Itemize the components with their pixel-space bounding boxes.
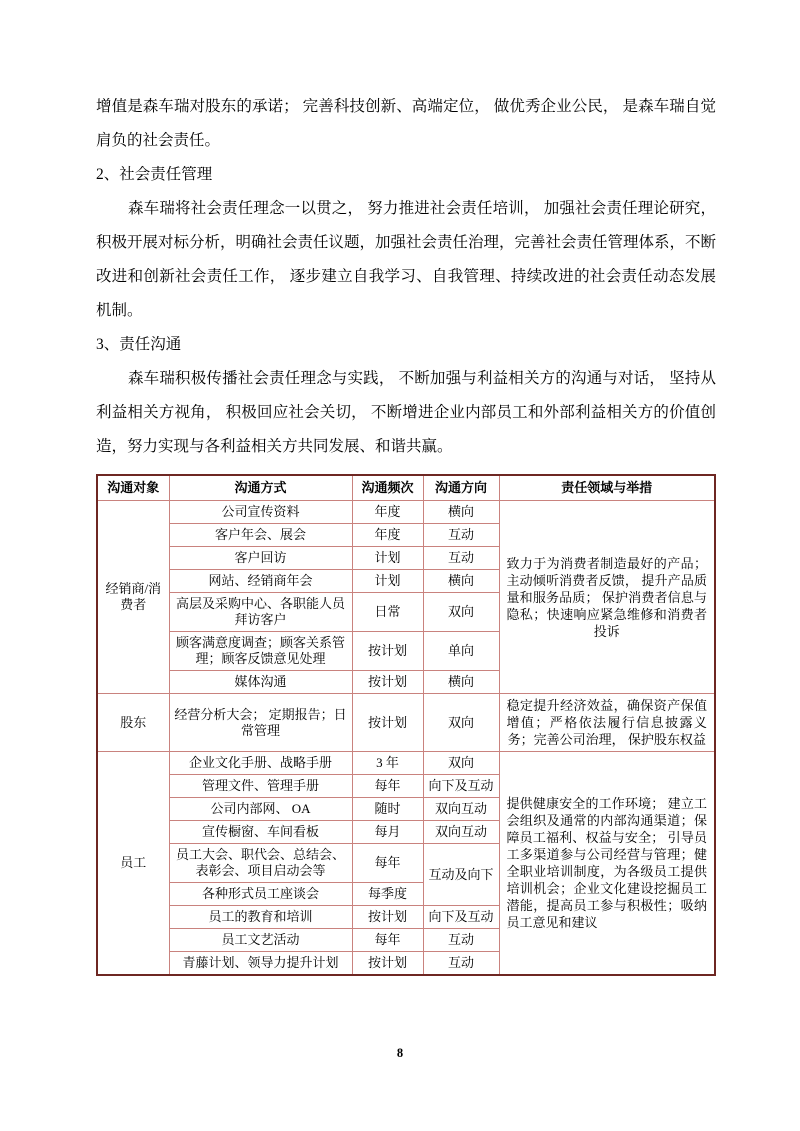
paragraph-csr-management: 森车瑞将社会责任理念一以贯之， 努力推进社会责任培训， 加强社会责任理论研究，积极开展对标分析，明确社会责任议题，加强社会责任治理，完善社会责任管理体系，不断改进和创新社会责任工作， 逐步建立自我学习、自我管理、持续改进的社会责任动态发展机制。 <box>96 200 717 319</box>
table-row <box>97 752 715 775</box>
frequency-cell: 3 年 <box>352 752 423 775</box>
frequency-cell: 年度 <box>352 501 423 524</box>
method-cell: 管理文件、管理手册 <box>169 775 352 798</box>
method-cell: 顾客满意度调查；顾客关系管理；顾客反馈意见处理 <box>169 632 352 671</box>
direction-cell: 双向互动 <box>423 798 499 821</box>
method-cell: 青藤计划、领导力提升计划 <box>169 952 352 976</box>
method-cell: 网站、经销商年会 <box>169 570 352 593</box>
direction-cell: 互动 <box>423 952 499 976</box>
measures-cell-shareholders: 稳定提升经济效益，确保资产保值增值；严格依法履行信息披露义务；完善公司治理， 保护股东权益 <box>499 694 715 752</box>
target-cell-employees: 员工 <box>97 752 169 976</box>
direction-cell: 横向 <box>423 501 499 524</box>
header-responsibility-measures: 责任领域与举措 <box>499 475 715 501</box>
header-communication-direction: 沟通方向 <box>423 475 499 501</box>
method-cell: 客户年会、展会 <box>169 524 352 547</box>
method-cell: 员工文艺活动 <box>169 929 352 952</box>
frequency-cell: 随时 <box>352 798 423 821</box>
direction-cell: 双向 <box>423 694 499 752</box>
measures-cell-employees: 提供健康安全的工作环境； 建立工会组织及通常的内部沟通渠道；保障员工福利、权益与安全； 引导员工多渠道参与公司经营与管理；健全职业培训制度，为各级员工提供培训机会；企业文化建设挖掘员工潜能，提高员工参与积极性；吸纳员工意见和建议 <box>499 752 715 976</box>
table-header-row <box>97 475 715 501</box>
frequency-cell: 每年 <box>352 844 423 883</box>
page-content <box>96 90 716 976</box>
frequency-cell: 按计划 <box>352 632 423 671</box>
header-communication-frequency: 沟通频次 <box>352 475 423 501</box>
direction-cell: 互动 <box>423 547 499 570</box>
frequency-cell: 每年 <box>352 775 423 798</box>
frequency-cell: 按计划 <box>352 906 423 929</box>
direction-cell: 双向 <box>423 593 499 632</box>
method-cell: 员工的教育和培训 <box>169 906 352 929</box>
direction-cell: 双向互动 <box>423 821 499 844</box>
measures-cell-dealers-consumers: 致力于为消费者制造最好的产品；主动倾听消费者反馈， 提升产品质量和服务品质； 保护消费者信息与隐私；快速响应紧急维修和消费者投诉 <box>499 501 715 694</box>
frequency-cell: 每月 <box>352 821 423 844</box>
frequency-cell: 计划 <box>352 547 423 570</box>
method-cell: 员工大会、职代会、总结会、表彰会、项目启动会等 <box>169 844 352 883</box>
direction-cell: 向下及互动 <box>423 906 499 929</box>
target-cell-shareholders: 股东 <box>97 694 169 752</box>
direction-cell: 双向 <box>423 752 499 775</box>
method-cell: 高层及采购中心、各职能人员拜访客户 <box>169 593 352 632</box>
table-row <box>97 694 715 752</box>
direction-cell: 互动及向下 <box>423 844 499 906</box>
header-communication-method: 沟通方式 <box>169 475 352 501</box>
section-heading-responsibility-communication: 3、责任沟通 <box>96 336 182 353</box>
direction-cell: 单向 <box>423 632 499 671</box>
method-cell: 宣传橱窗、车间看板 <box>169 821 352 844</box>
paragraph-shareholder-commitment: 增值是森车瑞对股东的承诺； 完善科技创新、高端定位， 做优秀企业公民， 是森车瑞自觉肩负的社会责任。 <box>96 98 716 149</box>
frequency-cell: 年度 <box>352 524 423 547</box>
direction-cell: 横向 <box>423 671 499 694</box>
direction-cell: 横向 <box>423 570 499 593</box>
frequency-cell: 日常 <box>352 593 423 632</box>
target-cell-dealers-consumers: 经销商/消费者 <box>97 501 169 694</box>
section-heading-csr-management: 2、社会责任管理 <box>96 166 213 183</box>
frequency-cell: 每季度 <box>352 883 423 906</box>
table-row <box>97 501 715 524</box>
method-cell: 公司内部网、 OA <box>169 798 352 821</box>
header-communication-target: 沟通对象 <box>97 475 169 501</box>
communication-table <box>96 474 716 976</box>
frequency-cell: 每年 <box>352 929 423 952</box>
frequency-cell: 按计划 <box>352 694 423 752</box>
method-cell: 企业文化手册、战略手册 <box>169 752 352 775</box>
method-cell: 客户回访 <box>169 547 352 570</box>
frequency-cell: 按计划 <box>352 671 423 694</box>
method-cell: 经营分析大会； 定期报告；日常管理 <box>169 694 352 752</box>
frequency-cell: 按计划 <box>352 952 423 976</box>
frequency-cell: 计划 <box>352 570 423 593</box>
direction-cell: 互动 <box>423 929 499 952</box>
method-cell: 媒体沟通 <box>169 671 352 694</box>
method-cell: 各种形式员工座谈会 <box>169 883 352 906</box>
direction-cell: 向下及互动 <box>423 775 499 798</box>
method-cell: 公司宣传资料 <box>169 501 352 524</box>
paragraph-responsibility-communication: 森车瑞积极传播社会责任理念与实践， 不断加强与利益相关方的沟通与对话， 坚持从利益相关方视角， 积极回应社会关切， 不断增进企业内部员工和外部利益相关方的价值创造，努力实现与各利益相关方共同发展、和谐共赢。 <box>96 370 716 455</box>
direction-cell: 互动 <box>423 524 499 547</box>
page-number: 8 <box>396 1046 404 1060</box>
